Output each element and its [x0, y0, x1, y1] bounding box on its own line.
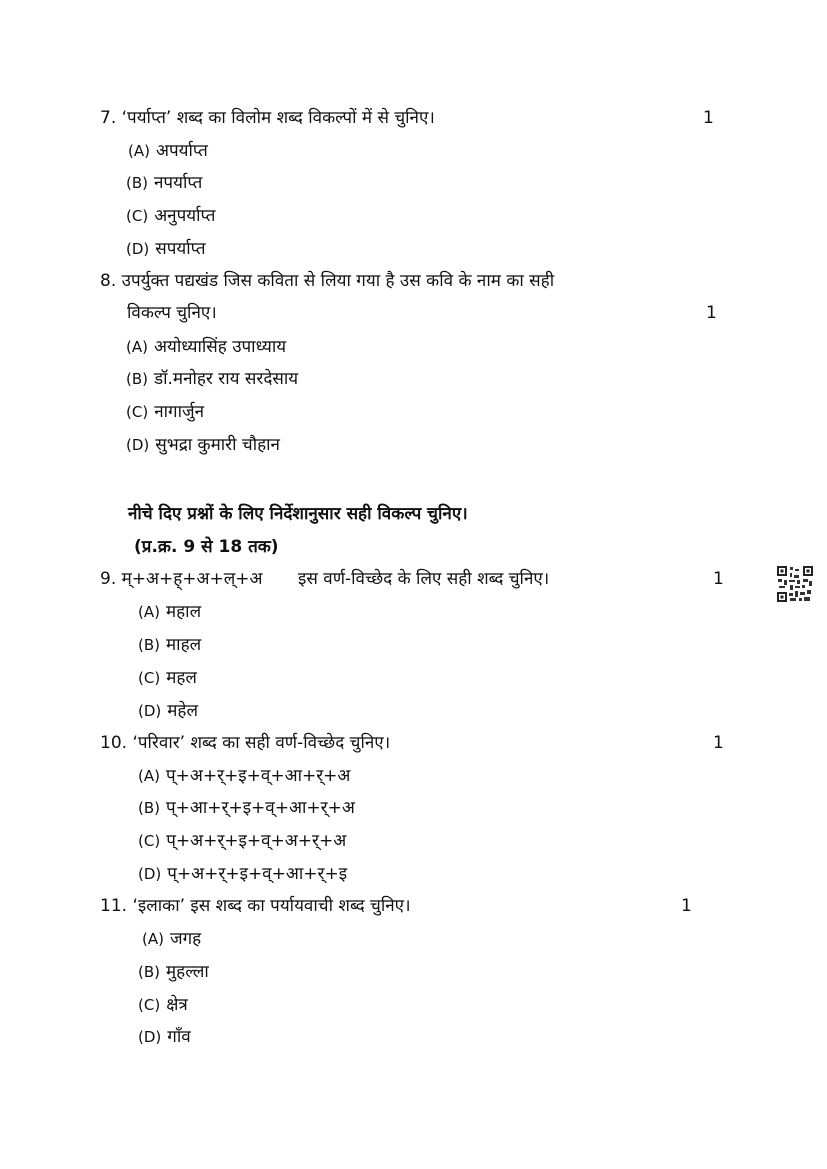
question-10-marks: 1 — [713, 733, 724, 753]
question-9-marks: 1 — [713, 569, 724, 589]
question-number: 9. — [100, 569, 117, 589]
option-c: (C) महल — [138, 668, 197, 688]
option-c: (C) अनुपर्याप्त — [126, 206, 216, 226]
option-b: (B) मुहल्ला — [138, 962, 209, 982]
question-number: 11. — [100, 896, 128, 916]
option-d: (D) गाँव — [138, 1027, 191, 1047]
question-8 — [100, 270, 554, 292]
option-b: (B) माहल — [138, 635, 202, 655]
question-8-marks: 1 — [706, 303, 717, 323]
option-a: (A) महाल — [138, 602, 202, 622]
option-d: (D) सपर्याप्त — [126, 239, 206, 259]
question-text: ‘पर्याप्त’ शब्द का विलोम शब्द विकल्पों में से चुनिए। — [121, 108, 435, 128]
question-number: 7. — [100, 108, 117, 128]
question-7 — [100, 107, 435, 129]
option-a: (A) जगह — [142, 929, 202, 949]
option-c: (C) प्+अ+र्+इ+व्+अ+र्+अ — [138, 831, 347, 851]
question-9 — [100, 568, 263, 590]
question-number: 8. — [100, 271, 117, 291]
option-b: (B) नपर्याप्त — [126, 173, 203, 193]
question-11 — [100, 895, 411, 917]
option-b: (B) प्+आ+र्+इ+व्+आ+र्+अ — [138, 798, 355, 818]
section-heading: नीचे दिए प्रश्नों के लिए निर्देशानुसार सही विकल्प चुनिए। — [128, 504, 468, 524]
question-text: ‘इलाका’ इस शब्द का पर्यायवाची शब्द चुनिए। — [132, 896, 411, 916]
question-9-text: इस वर्ण-विच्छेद के लिए सही शब्द चुनिए। — [298, 569, 550, 589]
question-text: ‘परिवार’ शब्द का सही वर्ण-विच्छेद चुनिए। — [132, 733, 391, 753]
question-text: उपर्युक्त पद्यखंड जिस कविता से लिया गया है उस कवि के नाम का सही — [121, 271, 555, 291]
option-d: (D) प्+अ+र्+इ+व्+आ+र्+इ — [138, 864, 348, 884]
question-number: 10. — [100, 733, 128, 753]
question-8-text-line2: विकल्प चुनिए। — [127, 303, 217, 323]
question-11-marks: 1 — [681, 896, 692, 916]
option-c: (C) क्षेत्र — [138, 995, 188, 1015]
option-d: (D) सुभद्रा कुमारी चौहान — [126, 435, 280, 455]
option-c: (C) नागार्जुन — [126, 402, 205, 422]
qr-code-icon — [776, 565, 814, 603]
option-a: (A) प्+अ+र्+इ+व्+आ+र्+अ — [138, 766, 351, 786]
option-a: (A) अपर्याप्त — [128, 141, 208, 161]
option-b: (B) डॉ.मनोहर राय सरदेसाय — [126, 369, 299, 389]
section-range: (प्र.क्र. 9 से 18 तक) — [134, 537, 279, 557]
question-expression: म्+अ+ह्+अ+ल्+अ — [121, 569, 263, 589]
question-10 — [100, 732, 390, 754]
option-d: (D) महेल — [138, 701, 198, 721]
option-a: (A) अयोध्यासिंह उपाध्याय — [126, 337, 287, 357]
question-7-marks: 1 — [703, 108, 714, 128]
